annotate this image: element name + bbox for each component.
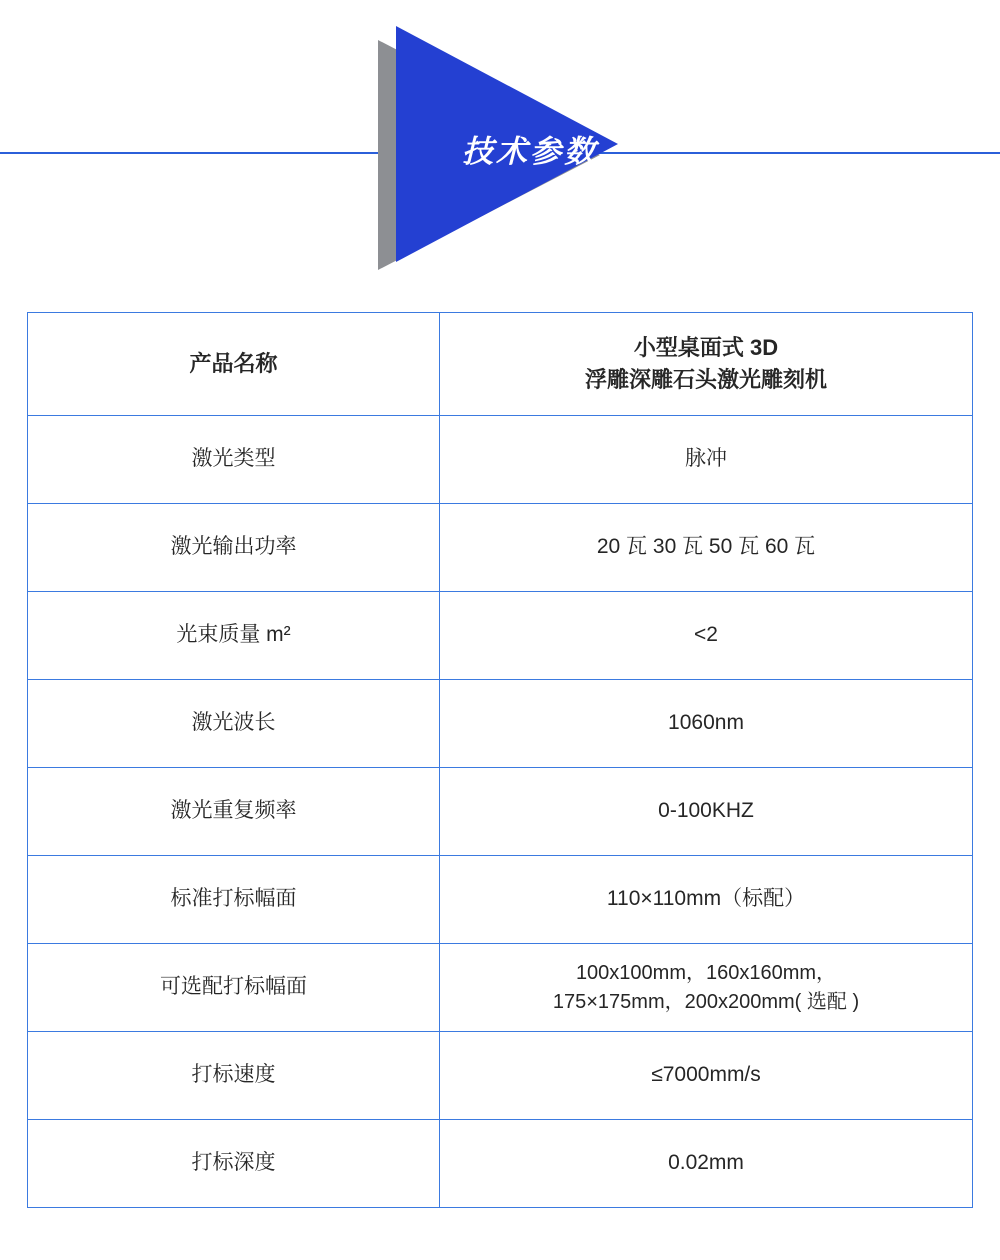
spec-value-line: 小型桌面式 3D	[633, 335, 779, 361]
spec-label: 激光波长	[28, 680, 440, 768]
spec-value	[440, 313, 973, 416]
table-row	[28, 313, 973, 416]
table-row	[28, 1120, 973, 1208]
table-row	[28, 592, 973, 680]
banner-title: 技术参数	[462, 134, 598, 169]
table-row	[28, 504, 973, 592]
spec-value-line: 175×175mm，200x200mm( 选配 )	[552, 990, 860, 1013]
spec-value-line: 100x100mm，160x160mm，	[575, 961, 837, 984]
table-row	[28, 416, 973, 504]
table-row	[28, 680, 973, 768]
spec-value	[440, 944, 973, 1032]
spec-value: 0-100KHZ	[440, 768, 973, 856]
spec-label: 光束质量 m²	[28, 592, 440, 680]
table-row	[28, 1032, 973, 1120]
page-banner	[0, 0, 1000, 290]
spec-label: 打标深度	[28, 1120, 440, 1208]
spec-value-line: 浮雕深雕石头激光雕刻机	[584, 367, 827, 392]
spec-value: 脉冲	[440, 416, 973, 504]
spec-value: <2	[440, 592, 973, 680]
spec-value: ≤7000mm/s	[440, 1032, 973, 1120]
spec-label: 激光输出功率	[28, 504, 440, 592]
specification-table	[27, 312, 973, 1208]
table-row	[28, 944, 973, 1032]
table-row	[28, 768, 973, 856]
spec-value: 1060nm	[440, 680, 973, 768]
spec-label: 可选配打标幅面	[28, 944, 440, 1032]
spec-label: 激光重复频率	[28, 768, 440, 856]
spec-value: 20 瓦 30 瓦 50 瓦 60 瓦	[440, 504, 973, 592]
table-row	[28, 856, 973, 944]
spec-value: 0.02mm	[440, 1120, 973, 1208]
spec-label: 打标速度	[28, 1032, 440, 1120]
spec-label: 激光类型	[28, 416, 440, 504]
spec-value: 110×110mm（标配）	[440, 856, 973, 944]
specification-table-body	[28, 313, 973, 1208]
spec-label: 产品名称	[28, 313, 440, 416]
spec-label: 标准打标幅面	[28, 856, 440, 944]
